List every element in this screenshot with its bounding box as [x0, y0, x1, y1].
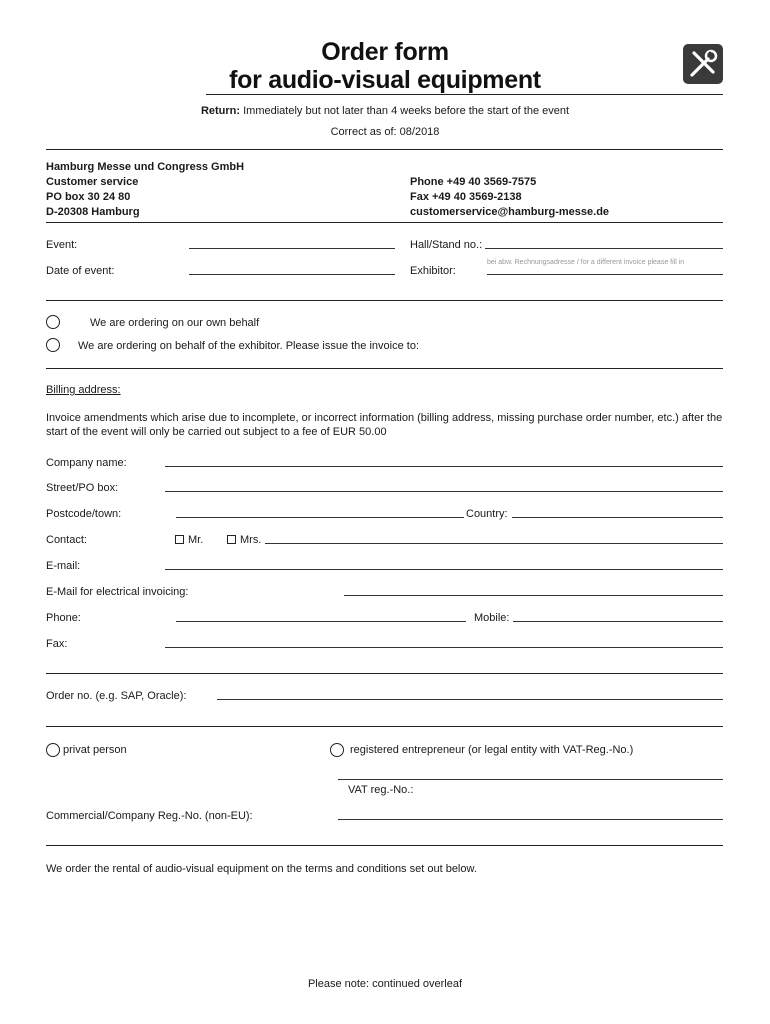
commercial-reg-field[interactable]	[338, 819, 723, 820]
billing-notice: Invoice amendments which arise due to incomplete, or incorrect information (billing address, missing purchase order number, etc.) after the start of the event will only be carried out subject to a fee of EUR 50.00	[46, 412, 723, 438]
company-contact	[410, 175, 609, 220]
hall-stand-label: Hall/Stand no.:	[410, 239, 483, 251]
phone-label: Phone:	[46, 612, 81, 624]
divider	[46, 845, 723, 846]
company-address	[46, 160, 244, 220]
contact-field[interactable]	[265, 543, 723, 544]
return-instructions: Return: Immediately but not later than 4 weeks before the start of the event	[200, 105, 570, 117]
order-no-label: Order no. (e.g. SAP, Oracle):	[46, 690, 187, 702]
phone-field[interactable]	[176, 621, 466, 622]
mr-label: Mr.	[188, 534, 204, 546]
own-behalf-label: We are ordering on our own behalf	[90, 317, 260, 329]
divider	[46, 368, 723, 369]
mr-checkbox-wrap[interactable]	[175, 534, 203, 546]
mr-checkbox[interactable]	[175, 535, 184, 544]
correct-as-of: Correct as of: 08/2018	[330, 126, 440, 138]
postcode-field[interactable]	[176, 517, 464, 518]
company-name-label: Company name:	[46, 457, 127, 469]
fax-field[interactable]	[165, 647, 723, 648]
terms-statement: We order the rental of audio-visual equipment on the terms and conditions set out below.	[46, 863, 477, 875]
vat-line[interactable]	[338, 779, 723, 780]
date-of-event-label: Date of event:	[46, 265, 115, 277]
date-of-event-field[interactable]	[189, 274, 395, 275]
radio-entrepreneur[interactable]	[330, 743, 344, 757]
mrs-checkbox[interactable]	[227, 535, 236, 544]
company-po-box: PO box 30 24 80	[46, 191, 131, 203]
order-no-field[interactable]	[217, 699, 723, 700]
company-fax: Fax +49 40 3569-2138	[410, 191, 522, 203]
title-rule	[206, 94, 723, 95]
email-label: E-mail:	[46, 560, 81, 572]
vat-label: VAT reg.-No.:	[348, 784, 414, 796]
einvoice-label: E-Mail for electrical invoicing:	[46, 586, 189, 598]
company-phone: Phone +49 40 3569-7575	[410, 176, 537, 188]
exhibitor-behalf-label: We are ordering on behalf of the exhibitor. Please issue the invoice to:	[78, 340, 420, 352]
divider	[46, 300, 723, 301]
company-name: Hamburg Messe und Congress GmbH	[46, 161, 245, 173]
mobile-field[interactable]	[513, 621, 723, 622]
fax-label: Fax:	[46, 638, 68, 650]
exhibitor-label: Exhibitor:	[410, 265, 456, 277]
contact-label: Contact:	[46, 534, 87, 546]
street-field[interactable]	[165, 491, 723, 492]
private-person-label: privat person	[63, 744, 127, 756]
mrs-label: Mrs.	[240, 534, 262, 546]
divider	[46, 726, 723, 727]
radio-own-behalf[interactable]	[46, 315, 60, 329]
einvoice-field[interactable]	[344, 595, 723, 596]
event-label: Event:	[46, 239, 78, 251]
entrepreneur-label: registered entrepreneur (or legal entity with VAT-Reg.-No.)	[350, 744, 634, 756]
mobile-label: Mobile:	[474, 612, 510, 624]
title-line-1: Order form	[321, 38, 449, 66]
tools-icon	[683, 44, 723, 84]
divider	[46, 149, 723, 150]
radio-exhibitor-behalf[interactable]	[46, 338, 60, 352]
continued-note: Please note: continued overleaf	[307, 978, 463, 990]
radio-private-person[interactable]	[46, 743, 60, 757]
commercial-reg-label: Commercial/Company Reg.-No. (non-EU):	[46, 810, 253, 822]
event-field[interactable]	[189, 248, 395, 249]
hall-stand-field[interactable]	[485, 248, 723, 249]
title-line-2: for audio-visual equipment	[229, 66, 541, 94]
company-city: D-20308 Hamburg	[46, 206, 140, 218]
email-field[interactable]	[165, 569, 723, 570]
exhibitor-hint: bei abw. Rechnungsadresse / for a different invoice please fill in	[487, 259, 685, 266]
postcode-label: Postcode/town:	[46, 508, 122, 520]
mrs-checkbox-wrap[interactable]	[227, 534, 261, 546]
billing-heading: Billing address:	[46, 384, 121, 396]
company-email: customerservice@hamburg-messe.de	[410, 206, 610, 218]
exhibitor-field[interactable]	[487, 274, 723, 275]
country-label: Country:	[466, 508, 508, 520]
street-label: Street/PO box:	[46, 482, 119, 494]
company-department: Customer service	[46, 176, 139, 188]
divider	[46, 222, 723, 223]
company-name-field[interactable]	[165, 466, 723, 467]
divider	[46, 673, 723, 674]
country-field[interactable]	[512, 517, 723, 518]
